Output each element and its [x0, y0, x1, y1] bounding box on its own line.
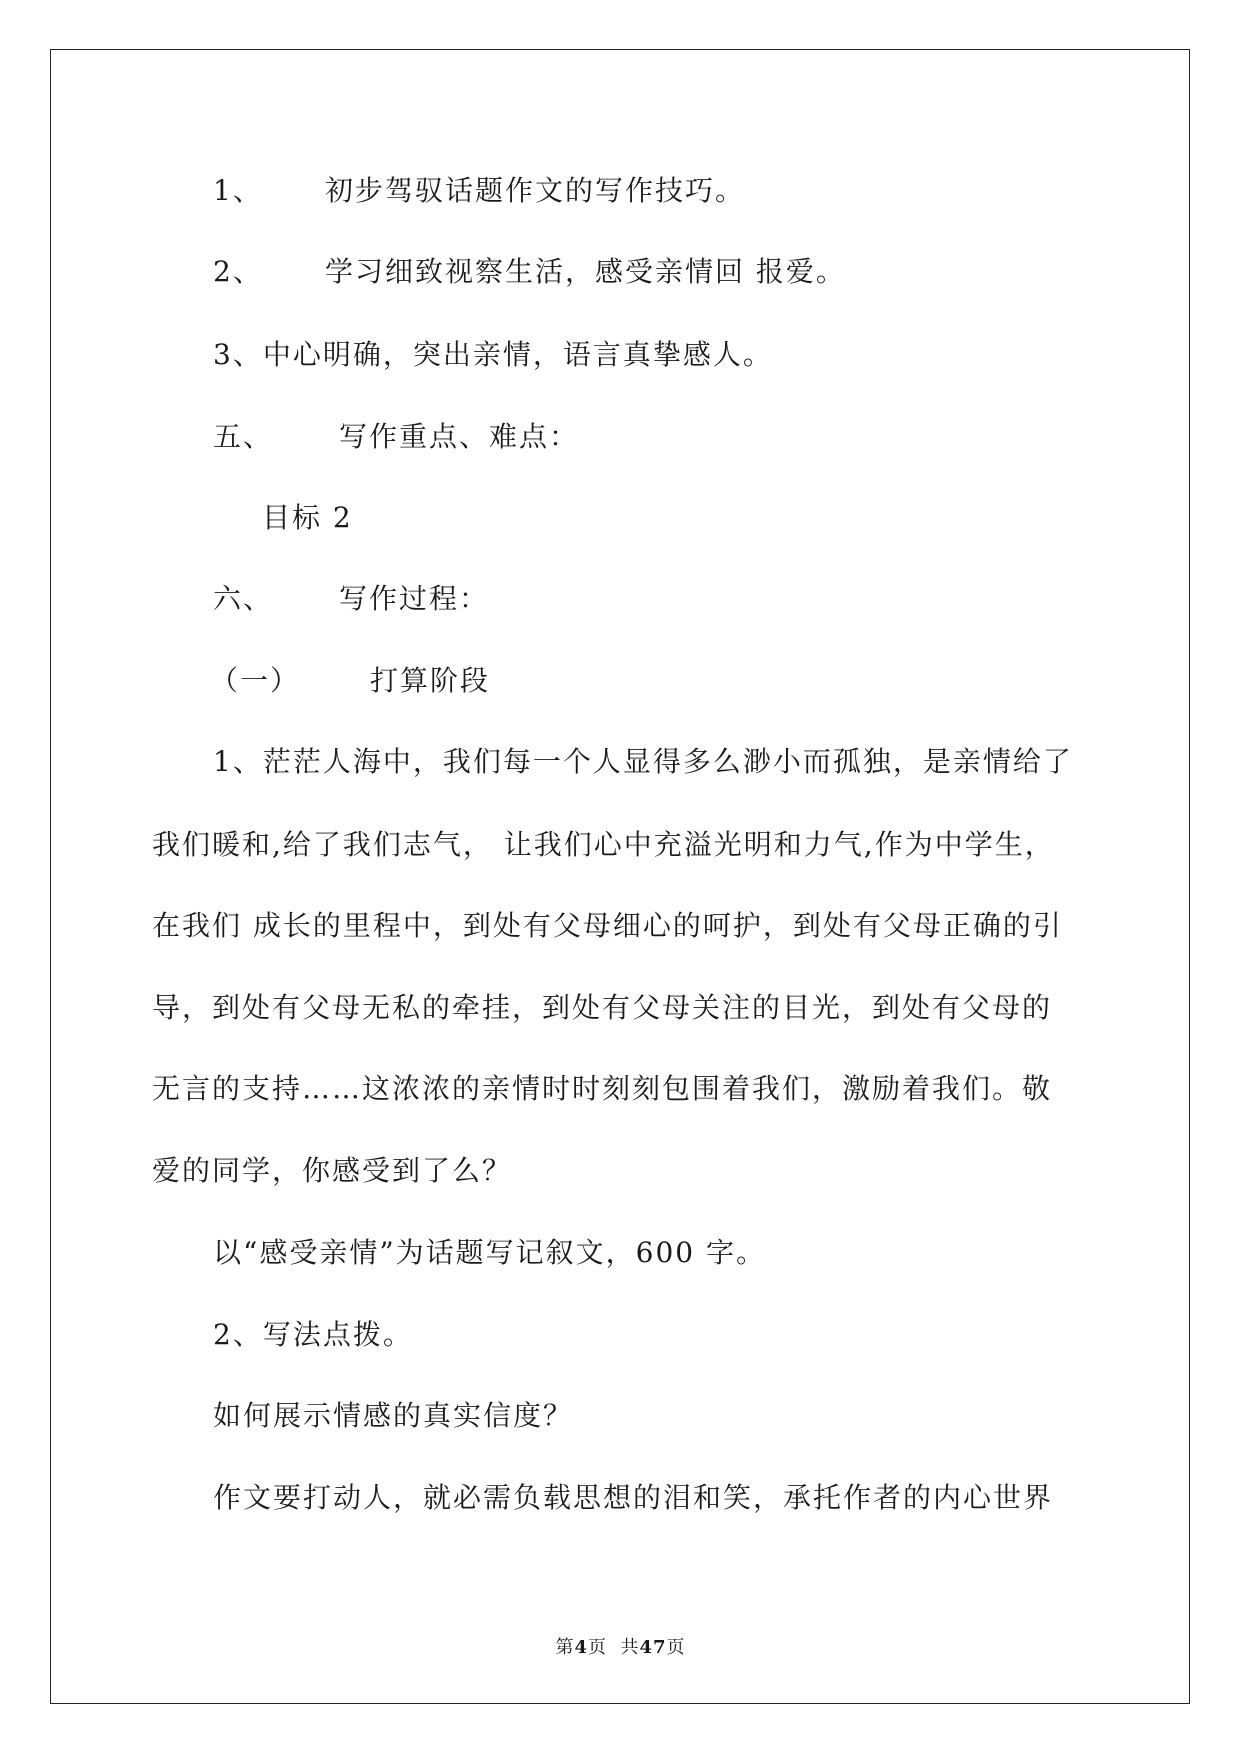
footer-prefix: 第: [555, 1637, 575, 1658]
tip-heading: 2、写法点拨。: [213, 1318, 413, 1351]
list-text: 初步驾驭话题作文的写作技巧。: [325, 174, 746, 207]
list-item-2: [213, 254, 846, 290]
page-frame: [50, 49, 1190, 1704]
paragraph-line: 导，到处有父母无私的牵挂，到处有父母关注的目光，到处有父母的: [152, 991, 1053, 1024]
paragraph-line: 爱的同学，你感受到了么？: [152, 1154, 513, 1187]
subsection-heading-1: [210, 663, 491, 699]
list-number: 2、: [213, 255, 263, 288]
section-title: 写作过程：: [339, 582, 490, 615]
list-text: 学习细致视察生活，感受亲情回 报爱。: [325, 255, 846, 288]
page-number: 4: [574, 1637, 588, 1658]
subsection-title: 打算阶段: [370, 664, 491, 697]
paragraph-line: 1、茫茫人海中，我们每一个人显得多么渺小而孤独，是亲情给了: [213, 745, 1073, 778]
page-footer: [0, 1637, 1241, 1659]
footer-mid: 页 共: [588, 1637, 640, 1658]
subsection-number: （一）: [210, 664, 301, 697]
paragraph-line: 在我们 成长的里程中，到处有父母细心的呵护，到处有父母正确的引: [152, 909, 1063, 942]
goal-text: 目标 2: [262, 501, 353, 534]
paragraph-line: 作文要打动人，就必需负载思想的泪和笑，承托作者的内心世界: [213, 1481, 1054, 1514]
list-item-3: 3、中心明确，突出亲情，语言真挚感人。: [213, 338, 773, 371]
section-heading-5: [213, 419, 580, 455]
question-text: 如何展示情感的真实信度？: [213, 1399, 574, 1432]
paragraph-line: 我们暖和,给了我们志气， 让我们心中充溢光明和力气,作为中学生，: [152, 828, 1055, 861]
footer-suffix: 页: [666, 1637, 686, 1658]
list-number: 1、: [213, 174, 263, 207]
paragraph-line: 无言的支持……这浓浓的亲情时时刻刻包围着我们，激励着我们。敬: [152, 1072, 1053, 1105]
list-item-1: [213, 173, 746, 209]
task-text: 以“感受亲情”为话题写记叙文，600 字。: [213, 1236, 766, 1269]
section-number: 六、: [213, 582, 274, 615]
section-heading-6: [213, 581, 490, 617]
total-pages: 47: [639, 1637, 667, 1658]
section-number: 五、: [213, 420, 274, 453]
section-title: 写作重点、难点：: [339, 420, 580, 453]
